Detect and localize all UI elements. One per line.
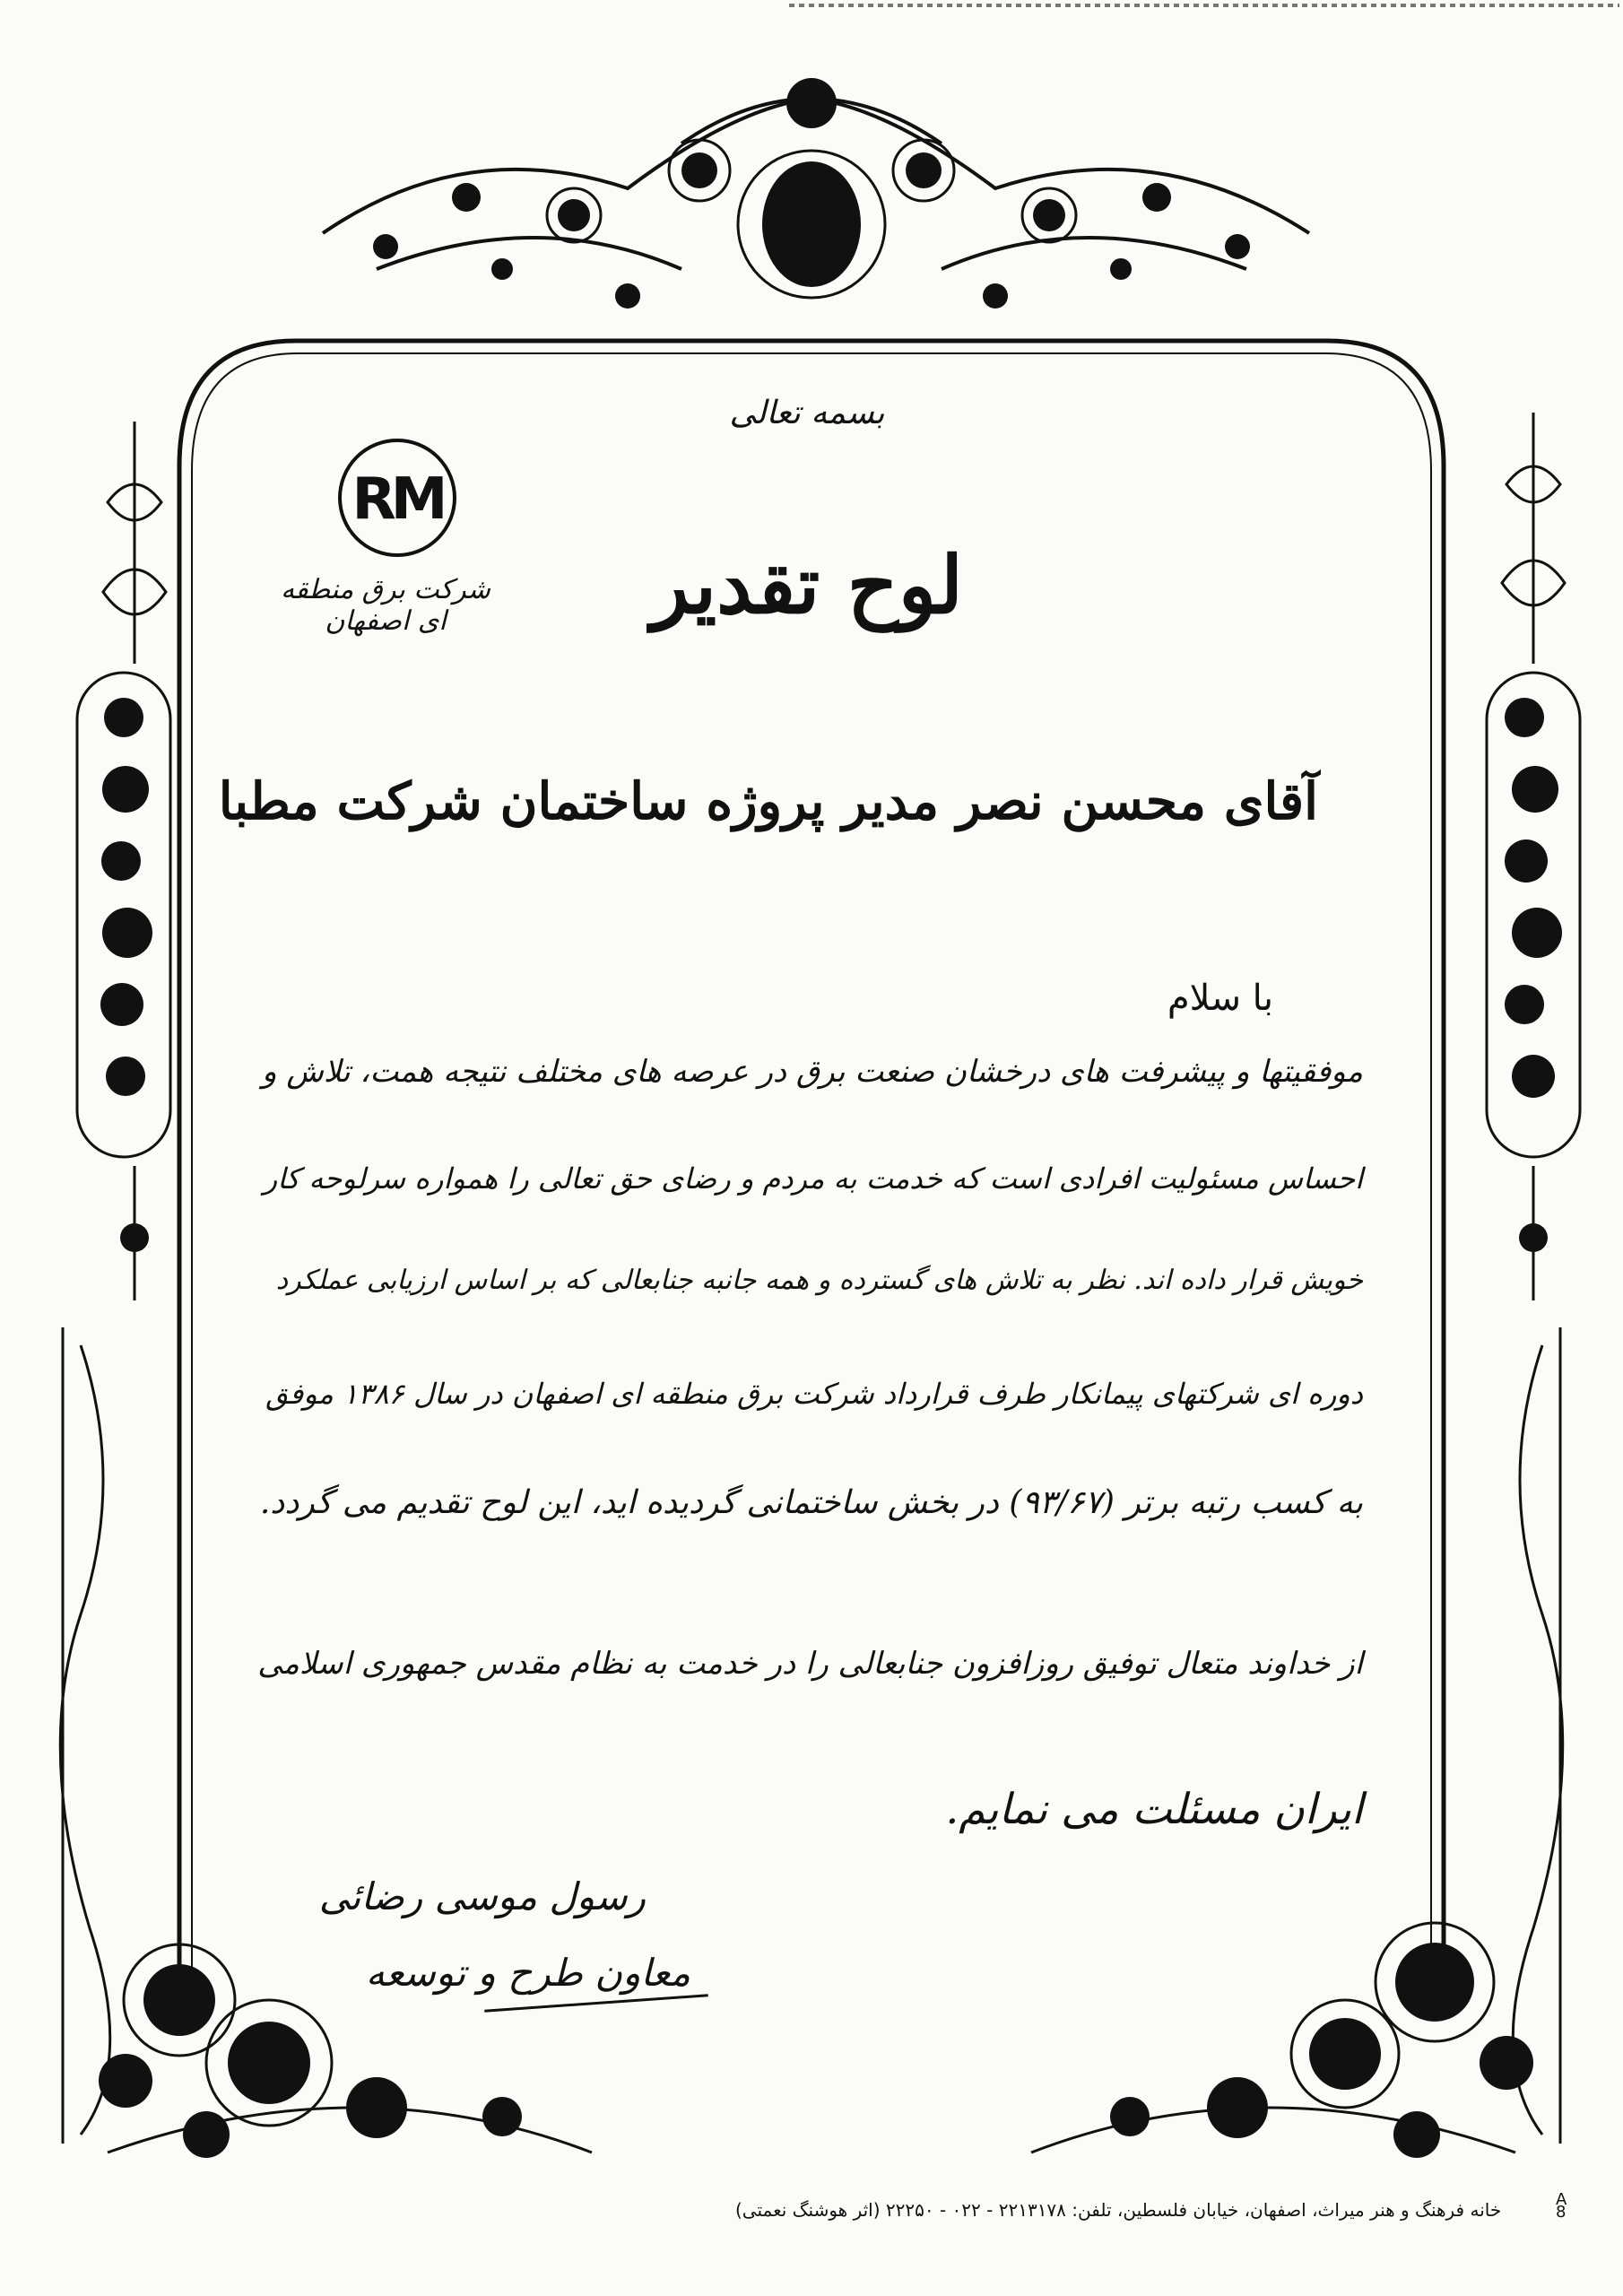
logo-mark: RM — [352, 466, 443, 533]
body-line: به کسب رتبه برتر (۹۳/۶۷) در بخش ساختمانی گردیده اید، این لوح تقدیم می گردد. — [259, 1484, 1363, 1521]
body-line: موفقیتها و پیشرفت های درخشان صنعت برق در عرصه های مختلف نتیجه همت، تلاش و — [262, 1054, 1363, 1090]
bismillah-heading: بسمه تعالی — [729, 395, 885, 431]
company-logo — [330, 432, 464, 567]
company-name-caption: شرکت برق منطقه ای اصفهان — [281, 574, 490, 637]
corner-mark: A 8 — [1556, 2190, 1567, 2222]
recipient-line: آقای محسن نصر مدیر پروژه ساختمان شرکت مطبا — [218, 771, 1318, 831]
salutation: با سلام — [1167, 978, 1273, 1019]
signer-name: رسول موسی رضائی — [318, 1874, 646, 1918]
printer-footer: خانه فرهنگ و هنر میراث، اصفهان، خیابان فلسطین، تلفن: ۲۲۱۳۱۷۸ - ۰۲۲ - ۲۲۲۵۰ (اثر هوشنگ نعمتی) — [735, 2199, 1502, 2221]
certificate-title: لوح تقدیر — [651, 538, 963, 631]
bottom-right-floral — [1110, 1943, 1533, 2158]
body-line: احساس مسئولیت افرادی است که خدمت به مردم و رضای حق تعالی را همواره سرلوحه کار — [263, 1161, 1363, 1196]
signer-title: معاون طرح و توسعه — [365, 1951, 690, 1995]
closing-line: از خداوند متعال توفیق روزافزون جنابعالی را در خدمت به نظام مقدس جمهوری اسلامی — [257, 1646, 1363, 1682]
body-line: دوره ای شرکتهای پیمانکار طرف قرارداد شرکت برق منطقه ای اصفهان در سال ۱۳۸۶ موفق — [265, 1377, 1363, 1411]
body-line: خویش قرار داده اند. نظر به تلاش های گسترده و همه جانبه جنابعالی که بر اساس ارزیابی عملکرد — [275, 1265, 1363, 1296]
closing-line: ایران مسئلت می نمایم. — [945, 1785, 1363, 1834]
